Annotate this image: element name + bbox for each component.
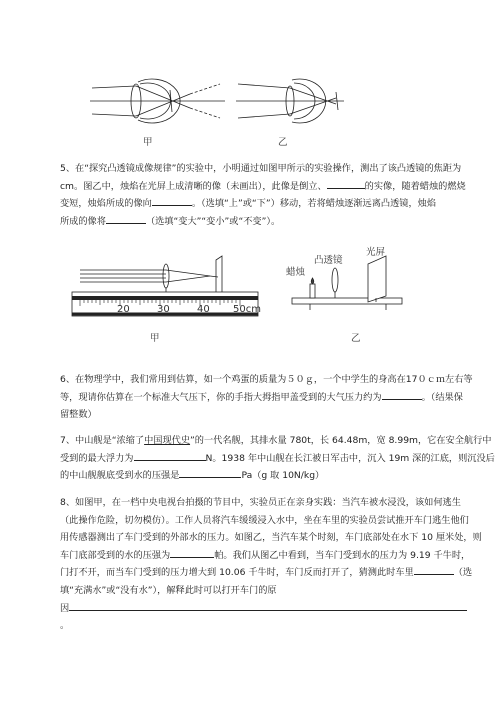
- q5-line-3: 变短，烛焰所成的像向 。（选填“上”或“下”）移动，若将蜡烛逐渐远离凸透镜，烛焰: [60, 198, 437, 210]
- q6-blank-force[interactable]: [382, 399, 422, 400]
- q7-line-3: 的中山舰舰底受到水的压强是 Pa（g 取 10N/kg）: [60, 470, 325, 482]
- label-candle: 蜡烛: [286, 267, 306, 278]
- q8-blank-pressure[interactable]: [170, 557, 214, 558]
- label-screen: 光屏: [366, 247, 386, 258]
- q8-line-2: （此操作危险，切勿模仿）。工作人员将汽车缓缓浸入水中，坐在车里的实验员尝试推开车门逃生他们: [60, 514, 469, 526]
- q8-line-8: 。: [60, 620, 70, 632]
- q5-line-4: 所成的像将 （选填“变大”“变小”或“不变”）。: [60, 215, 281, 227]
- q7-link-modern-history[interactable]: 中国现代史: [144, 435, 191, 446]
- q6-line-1: 6、在物理学中，我们常用到估算，如一个鸡蛋的质量为５０ｇ，一个中学生的身高在17０ｃｍ左右等: [60, 374, 473, 385]
- q8-line-4: 车门底部受到的水的压强为 帕。我们从图乙中看到，当车门受到水的压力为 9.19 千牛时，: [60, 549, 471, 561]
- label-lens: 凸透镜: [314, 255, 343, 266]
- question-6: [60, 371, 473, 424]
- question-8: [60, 494, 482, 635]
- ruler-tick-20: 20: [117, 304, 130, 315]
- question-7: [60, 432, 495, 485]
- q8-line-3: 用传感器测出了车门受到的外部水的压力。如图乙，当汽车某个时刻，车门底部处在水下 10 厘米处，则: [60, 532, 482, 544]
- q8-line-6: 填“充满水”或“没有水”），解释此时可以打开车门的原: [60, 584, 277, 596]
- q8-line-7: 因: [60, 600, 482, 618]
- q5-line-1: 5、在“探究凸透镜成像规律”的实验中，小明通过如图甲所示的实验操作，测出了该凸透镜的焦距为: [60, 163, 462, 174]
- fig1-right-caption: 乙: [278, 137, 288, 148]
- q7-line-2: 受到的最大浮力为 N。1938 年中山舰在长江被日军击中，沉入 19m 深的江底，则沉没后: [60, 452, 495, 464]
- q7-line-1: 7、中山舰是“浓缩了中国现代史”的一代名舰，其排水量 780t，长 64.48m，宽 8.99m，它在安全航行中: [60, 435, 492, 446]
- ruler-tick-50cm: 50cm: [233, 304, 261, 315]
- q8-blank-reason[interactable]: [69, 610, 467, 611]
- q5-line-2: cm。图乙中，烛焰在光屏上成清晰的像（未画出），此像是倒立、 的实像，随着蜡烛的燃烧: [60, 180, 466, 192]
- q5-blank-size[interactable]: [106, 223, 146, 224]
- fig2-right-caption: 乙: [351, 333, 361, 344]
- fig1-left-caption: 甲: [143, 137, 153, 148]
- eye-diagram-right: [232, 70, 352, 130]
- fig2-left-caption: 甲: [150, 333, 160, 344]
- q5-blank-image-type[interactable]: [327, 188, 365, 189]
- q6-line-3: 留整数）: [60, 409, 97, 421]
- ruler-tick-30: 30: [157, 304, 170, 315]
- question-5: [60, 160, 466, 230]
- q6-line-2: 等，现请你估算在一个标准大气压下，你的手指大拇指甲盖受到的大气压力约为 。（结果保: [60, 391, 463, 403]
- q8-line-1: 8、如图甲，在一档中央电视台拍摄的节目中，实验员正在亲身实践：当汽车被水浸没，该如何逃生: [60, 497, 461, 508]
- candle-lens-screen-diagram: [290, 240, 410, 320]
- q7-blank-pressure[interactable]: [179, 477, 241, 478]
- eye-diagram-left: [80, 70, 235, 130]
- ruler-tick-40: 40: [197, 304, 210, 315]
- q5-blank-direction[interactable]: [152, 205, 192, 206]
- q8-blank-water[interactable]: [414, 574, 454, 575]
- q7-blank-buoyancy[interactable]: [134, 460, 206, 461]
- q8-line-5: 门打不开，而当车门受到的压力增大到 10.06 千牛时，车门反而打开了，猜测此时车里 （选: [60, 567, 473, 579]
